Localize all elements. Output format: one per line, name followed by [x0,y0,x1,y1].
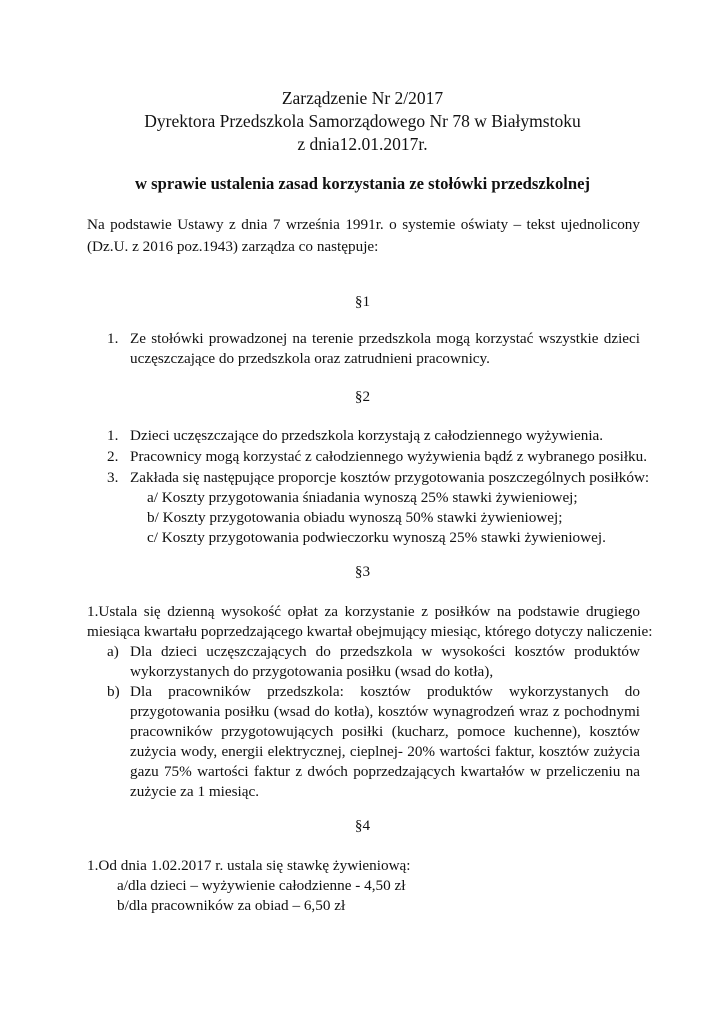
s4-para-1: 1.Od dnia 1.02.2017 r. ustala się stawkę żywieniową: [87,857,411,874]
preamble-line-1: Na podstawie Ustawy z dnia 7 września 1991r. o systemie oświaty – tekst ujednolicony [87,216,640,233]
s3-item-b-line-4: zużycia wody, energii elektrycznej, cieplnej- 20% wartości faktur, kosztów zużycia [130,743,640,760]
s3-item-a-label: a) [107,643,119,660]
s3-item-a-line-1: Dla dzieci uczęszczających do przedszkola w wysokości kosztów produktów [130,643,640,660]
s3-item-b-label: b) [107,683,120,700]
s2-item-2: Pracownicy mogą korzystać z całodziennego wyżywienia bądź z wybranego posiłku. [130,448,648,465]
s3-para-line-1: 1.Ustala się dzienną wysokość opłat za korzystanie z posiłków na podstawie drugiego [87,603,640,620]
document-subject: w sprawie ustalenia zasad korzystania ze stołówki przedszkolnej [135,174,590,193]
s2-item-1-number: 1. [107,427,119,444]
s2-item-2-number: 2. [107,448,119,465]
s4-rate-staff: b/dla pracowników za obiad – 6,50 zł [117,897,346,914]
s1-item-1-line-1: Ze stołówki prowadzonej na terenie przedszkola mogą korzystać wszystkie dzieci [130,330,640,347]
section-1-heading: §1 [354,293,371,310]
s2-item-3-number: 3. [107,469,119,486]
s2-item-1: Dzieci uczęszczające do przedszkola korzystają z całodziennego wyżywienia. [130,427,604,444]
title-line-2: Dyrektora Przedszkola Samorządowego Nr 78 w Białymstoku [144,111,581,131]
s3-item-b-line-6: zużycie za 1 miesiąc. [130,783,260,800]
s3-item-b-line-2: przygotowania posiłku (wsad do kotła), kosztów wynagrodzeń wraz z pochodnymi [130,703,640,720]
section-3-heading: §3 [354,563,371,580]
s3-item-b-line-3: pracowników przygotowujących posiłki (kucharz, pomoce kuchenne), kosztów [130,723,640,740]
s2-item-3: Zakłada się następujące proporcje kosztów przygotowania poszczególnych posiłków: [130,469,650,486]
s1-item-1-line-2: uczęszczające do przedszkola oraz zatrudnieni pracownicy. [130,350,490,367]
s3-para-line-2: miesiąca kwartału poprzedzającego kwartał obejmujący miesiąc, którego dotyczy naliczenie: [87,623,653,640]
s2-sub-b: b/ Koszty przygotowania obiadu wynoszą 50% stawki żywieniowej; [147,509,563,526]
section-4-heading: §4 [354,817,371,834]
s3-item-b-line-1: Dla pracowników przedszkola: kosztów produktów wykorzystanych do [130,683,640,700]
s3-item-a-line-2: wykorzystanych do przygotowania posiłku (wsad do kotła), [130,663,494,680]
s4-rate-children: a/dla dzieci – wyżywienie całodzienne - 4,50 zł [117,877,406,894]
s2-sub-c: c/ Koszty przygotowania podwieczorku wynoszą 25% stawki żywieniowej. [147,529,606,546]
section-2-heading: §2 [354,388,371,405]
s3-item-b-line-5: gazu 75% wartości faktur z dwóch poprzedzających kwartałów w przeliczeniu na [130,763,640,780]
title-line-1: Zarządzenie Nr 2/2017 [281,88,444,108]
preamble-line-2: (Dz.U. z 2016 poz.1943) zarządza co następuje: [87,238,379,255]
title-line-3: z dnia12.01.2017r. [297,134,428,154]
s1-item-1-number: 1. [107,330,119,347]
s2-sub-a: a/ Koszty przygotowania śniadania wynoszą 25% stawki żywieniowej; [147,489,578,506]
